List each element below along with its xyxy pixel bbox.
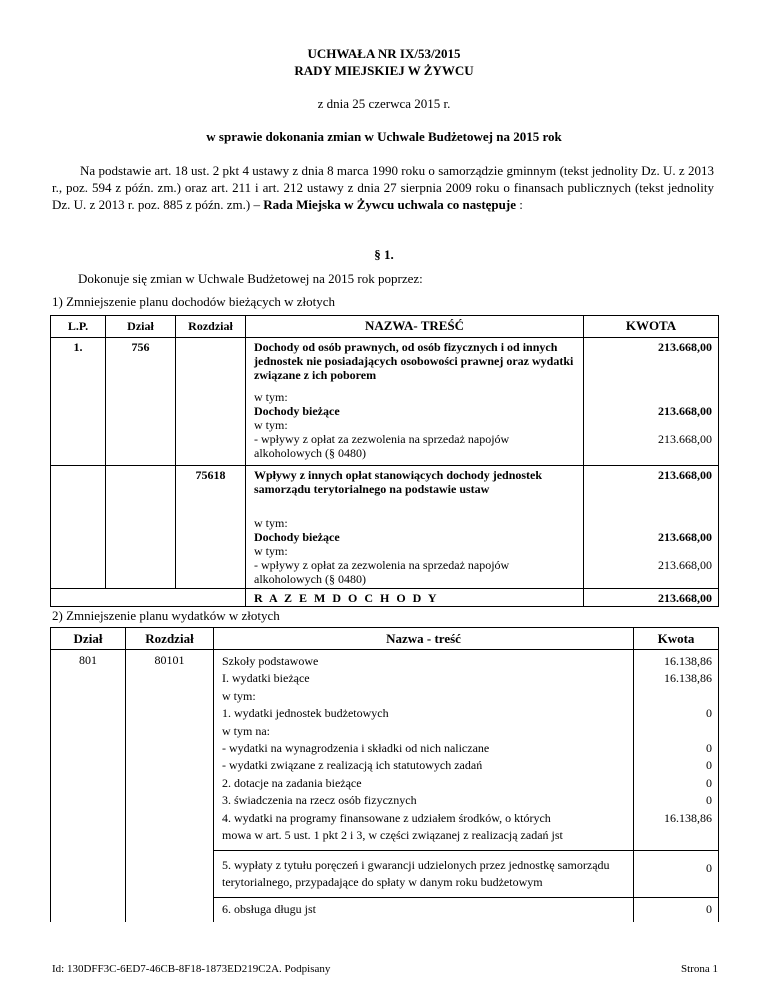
line-amount: 0 — [706, 758, 712, 773]
line-text: w tym na: — [222, 723, 270, 738]
row-wtym: w tym: — [254, 390, 288, 404]
resolution-date: z dnia 25 czerwca 2015 r. — [317, 96, 451, 111]
row-rozdzial — [126, 898, 214, 923]
row-wplywy-amount: 213.668,00 — [658, 432, 712, 446]
income-table — [50, 315, 719, 607]
line-amount — [634, 827, 712, 844]
line-amount — [634, 688, 712, 705]
col-nazwa: Nazwa - treść — [214, 628, 634, 650]
table-row — [51, 338, 719, 466]
row-wtym: w tym: — [254, 544, 288, 558]
row-name-cell — [246, 338, 584, 466]
row-amount-cell — [584, 466, 719, 589]
row-wtym: w tym: — [254, 516, 288, 530]
row-biezace: Dochody bieżące — [254, 530, 340, 544]
row-biezace: Dochody bieżące — [254, 404, 340, 418]
row-biezace-amount: 213.668,00 — [658, 530, 712, 544]
line-text: 3. świadczenia na rzecz osób fizycznych — [222, 793, 417, 808]
row-item6-amount: 0 — [634, 898, 719, 923]
row-dzial — [51, 851, 126, 898]
row-name-cell — [214, 650, 634, 851]
total-row — [51, 589, 719, 607]
row-rozdzial: 75618 — [176, 466, 246, 589]
part1-title: 1) Zmniejszenie planu dochodów bieżących w złotych — [52, 294, 336, 309]
row-wtym: w tym: — [254, 418, 288, 432]
row-name: Dochody od osób prawnych, od osób fizycznych i od innych jednostek nie posiadających osobowości prawnej oraz wydatki związane z ich poborem — [254, 340, 574, 382]
row-name-cell — [246, 466, 584, 589]
row-rozdzial: 80101 — [126, 650, 214, 851]
council-name: RADY MIEJSKIEJ W ŻYWCU — [294, 63, 474, 78]
line-amount: 0 — [706, 793, 712, 808]
line-amount: 16.138,86 — [664, 654, 712, 668]
row-wplywy: - wpływy z opłat za zezwolenia na sprzedaż napojów alkoholowych (§ 0480) — [254, 558, 510, 586]
row-dzial: 756 — [106, 338, 176, 466]
line-text: - wydatki na wynagrodzenia i składki od nich naliczane — [222, 741, 490, 756]
line-amount: 16.138,86 — [664, 810, 712, 825]
line-text: 2. dotacje na zadania bieżące — [222, 775, 362, 790]
table-row — [51, 466, 719, 589]
row-wplywy-amount: 213.668,00 — [658, 558, 712, 572]
resolution-subject: w sprawie dokonania zmian w Uchwale Budżetowej na 2015 rok — [206, 129, 562, 144]
section-lead: Dokonuje się zmian w Uchwale Budżetowej na 2015 rok poprzez: — [78, 271, 423, 286]
row-lp — [51, 466, 106, 589]
row-biezace-amount: 213.668,00 — [658, 404, 712, 418]
row-wplywy: - wpływy z opłat za zezwolenia na sprzedaż napojów alkoholowych (§ 0480) — [254, 432, 510, 460]
col-rozdzial: Rozdział — [176, 316, 246, 338]
col-rozdzial: Rozdział — [126, 628, 214, 650]
row-dzial — [51, 898, 126, 923]
page-number: Strona 1 — [681, 963, 718, 975]
legal-basis-text: Na podstawie art. 18 ust. 2 pkt 4 ustawy z dnia 8 marca 1990 roku o samorządzie gminnym (tekst jednolity Dz. U. z 2013 r., poz. 594 z późn. zm.) oraz art. 211 i art. 212 ustawy z dnia 27 sierpnia 2009 roku o finansach publicznych (tekst jednolity Dz. U. z 2013 r. poz. 885 z późn. zm.) – — [52, 163, 714, 212]
line-amount: 16.138,86 — [664, 671, 712, 686]
total-amount: 213.668,00 — [584, 589, 719, 607]
row-amount: 213.668,00 — [658, 468, 712, 482]
col-dzial: Dział — [51, 628, 126, 650]
total-empty — [51, 589, 246, 607]
total-label: R A Z E M D O C H O D Y — [246, 589, 584, 607]
col-nazwa: NAZWA- TREŚĆ — [246, 316, 584, 338]
part2-title: 2) Zmniejszenie planu wydatków w złotych — [52, 608, 280, 623]
line-text: - wydatki związane z realizacją ich statutowych zadań — [222, 758, 483, 773]
col-lp: L.P. — [51, 316, 106, 338]
row-item6: 6. obsługa długu jst — [214, 898, 634, 923]
row-rozdzial — [176, 338, 246, 466]
document-id: Id: 130DFF3C-6ED7-46CB-8F18-1873ED219C2A. Podpisany — [52, 963, 331, 975]
resolution-number: UCHWAŁA NR IX/53/2015 — [307, 46, 461, 61]
row-dzial — [106, 466, 176, 589]
line-amount: 0 — [706, 740, 712, 755]
row-amount: 213.668,00 — [658, 340, 712, 354]
table-row — [51, 898, 719, 923]
line-text: w tym: — [222, 688, 256, 703]
line-text: mowa w art. 5 ust. 1 pkt 2 i 3, w części związanej z realizacją zadań jst — [222, 828, 563, 843]
table-row — [51, 650, 719, 851]
col-kwota: Kwota — [634, 628, 719, 650]
line-text: I. wydatki bieżące — [222, 671, 310, 686]
row-amount-cell — [634, 650, 719, 851]
line-amount: 0 — [706, 706, 712, 721]
row-lp: 1. — [51, 338, 106, 466]
col-kwota: KWOTA — [584, 316, 719, 338]
legal-basis-tail: : — [516, 197, 523, 212]
expense-table — [50, 627, 719, 922]
col-dzial: Dział — [106, 316, 176, 338]
row-amount-cell — [584, 338, 719, 466]
line-text: 1. wydatki jednostek budżetowych — [222, 706, 389, 721]
line-text: Szkoły podstawowe — [222, 654, 319, 668]
line-amount — [634, 723, 712, 740]
table-row — [51, 851, 719, 898]
line-amount: 0 — [706, 775, 712, 790]
row-name: Wpływy z innych opłat stanowiących dochody jednostek samorządu terytorialnego na podstawie ustaw — [254, 468, 543, 496]
row-item5-amount: 0 — [634, 851, 719, 898]
line-text: 4. wydatki na programy finansowane z udziałem środków, o których — [222, 810, 551, 825]
row-item5: 5. wypłaty z tytułu poręczeń i gwarancji udzielonych przez jednostkę samorządu terytorialnego, przypadające do spłaty w danym roku budżetowym — [214, 851, 634, 898]
row-rozdzial — [126, 851, 214, 898]
section-title: § 1. — [374, 247, 394, 262]
legal-basis-paragraph — [52, 162, 714, 213]
row-dzial: 801 — [51, 650, 126, 851]
legal-basis-bold: Rada Miejska w Żywcu uchwala co następuje — [263, 197, 516, 212]
